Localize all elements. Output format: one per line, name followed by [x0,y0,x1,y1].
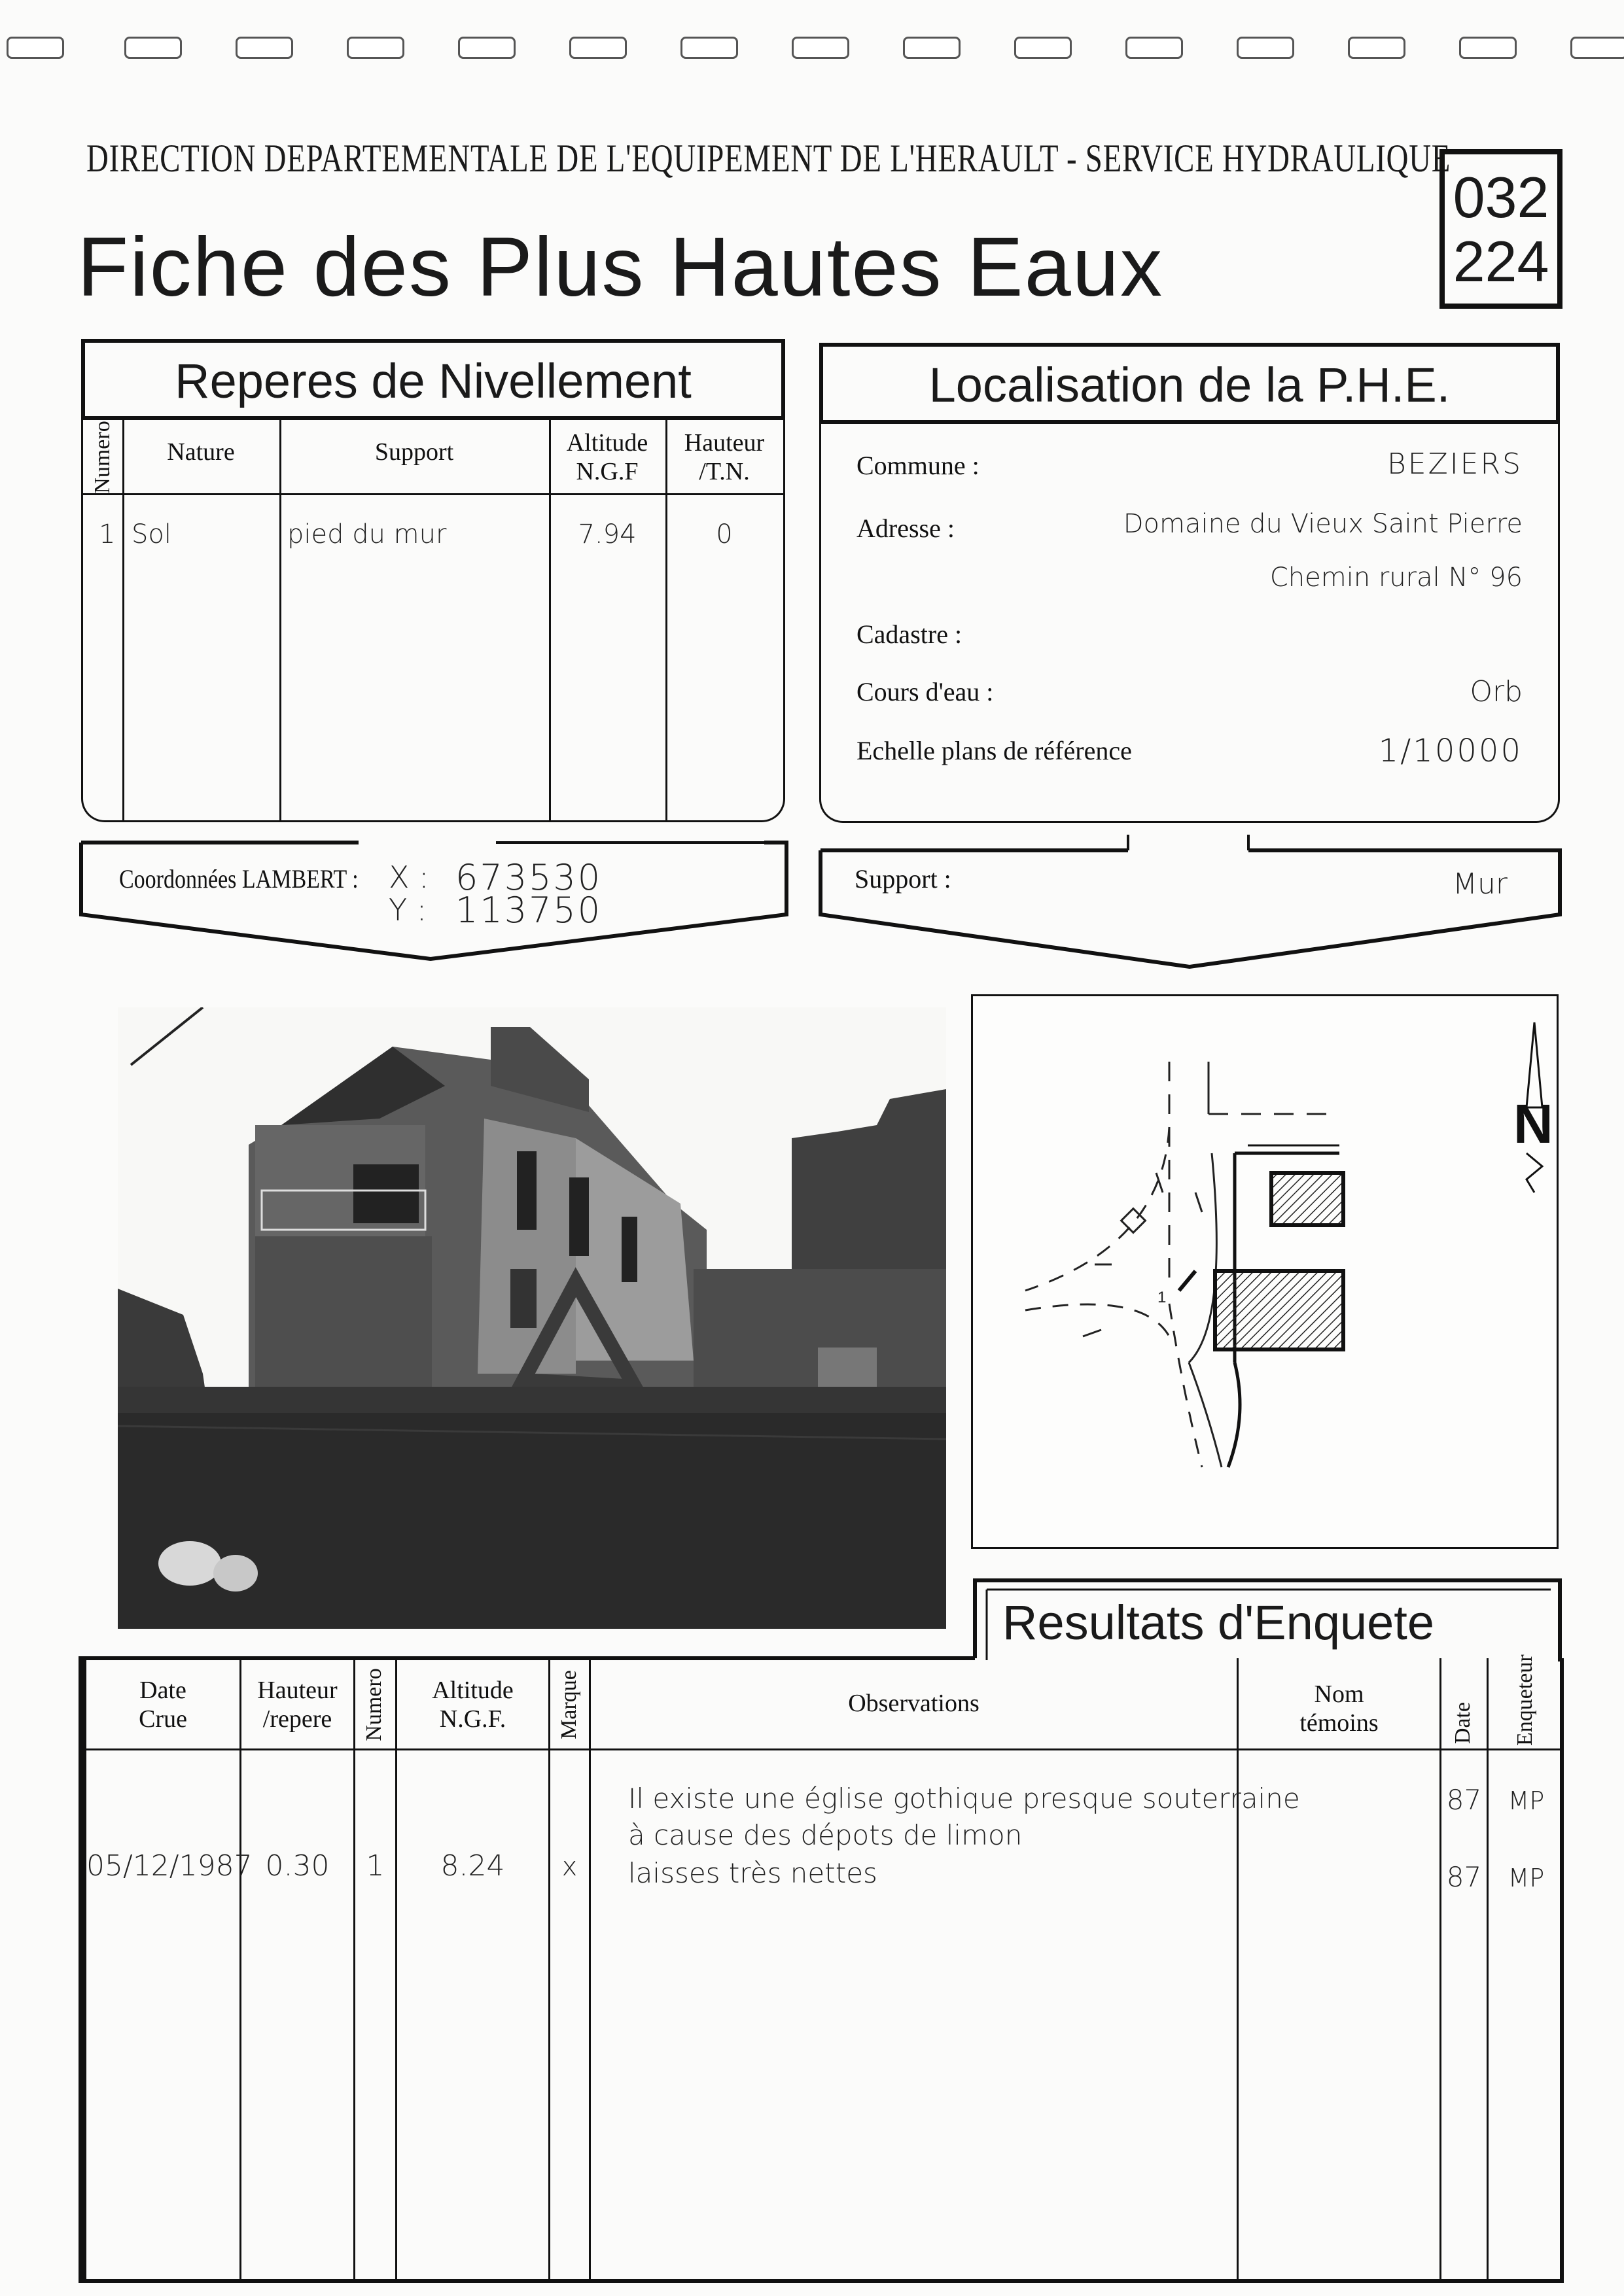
north-label: N [1513,1093,1553,1155]
map-repere-number: 1 [1157,1289,1167,1306]
col-marque: Marque [557,1670,581,1739]
echelle-value: 1/10000 [1378,733,1523,769]
cours-value: Orb [1470,675,1523,708]
cadastre-label: Cadastre : [856,619,962,649]
col-hauteur-repere: Hauteur /repere [257,1677,338,1733]
col-numero: Numero [90,421,115,494]
direction-heading: DIRECTION DEPARTEMENTALE DE L'EQUIPEMENT DE L'HERAULT - SERVICE HYDRAULIQUE [86,137,1451,180]
reperes-title-box [81,339,785,420]
localisation-panel [819,424,1560,823]
location-map [971,994,1559,1549]
res-date-2: 87 [1446,1861,1482,1893]
resultats-table [79,1654,1564,2283]
col-hauteur: Hauteur /T.N. [684,429,765,485]
res-hauteur: 0.30 [265,1849,330,1883]
x-label: X : [389,860,429,895]
res-date-1: 87 [1446,1784,1482,1816]
repere-nature: Sol [132,519,171,549]
support-arrow-box [817,829,1564,975]
y-value: 113750 [455,890,603,931]
reperes-title: Reperes de Nivellement [175,354,692,408]
localisation-title-box [819,343,1560,424]
col-date-enq: Date [1451,1701,1475,1745]
map-drawing [973,996,1557,1547]
repere-support: pied du mur [287,519,447,549]
repere-numero: 1 [99,519,116,549]
res-altitude: 8.24 [440,1849,505,1883]
col-date-crue: Date Crue [139,1677,187,1733]
res-numero: 1 [366,1849,385,1883]
lambert-arrow-box [77,837,790,968]
support-value: Mur [1453,867,1508,901]
y-label: Y : [389,892,427,928]
col-nom-temoins: Nom témoins [1299,1680,1379,1737]
res-date-crue: 05/12/1987 [86,1849,253,1883]
lambert-label: Coordonnées LAMBERT : [119,864,359,894]
repere-hauteur: 0 [716,519,733,549]
res-enq-1: MP [1508,1786,1545,1815]
adresse-line2: Chemin rural N° 96 [1269,563,1523,593]
res-obs-line3: laisses très nettes [628,1857,877,1889]
x-value: 673530 [455,857,603,898]
code-bottom: 224 [1453,229,1549,294]
resultats-title: Resultats d'Enquete [1002,1595,1435,1650]
adresse-line1: Domaine du Vieux Saint Pierre [1123,509,1523,539]
cours-label: Cours d'eau : [856,677,994,706]
echelle-label: Echelle plans de référence [856,736,1132,765]
repere-altitude: 7.94 [578,519,637,549]
col-altitude-res: Altitude N.G.F. [432,1677,514,1733]
res-obs-line1: Il existe une église gothique presque souterraine [628,1783,1300,1815]
col-enqueteur: Enqueteur [1513,1654,1537,1746]
fiche-code-box [1439,149,1562,309]
building-photo [118,1007,946,1629]
localisation-title: Localisation de la P.H.E. [928,358,1451,412]
code-top: 032 [1453,165,1549,230]
adresse-label: Adresse : [856,513,955,543]
commune-value: BEZIERS [1386,447,1523,481]
commune-label: Commune : [856,451,980,480]
col-observations: Observations [848,1690,980,1717]
res-obs-line2: à cause des dépots de limon [628,1819,1023,1851]
page-title: Fiche des Plus Hautes Eaux [77,220,1163,314]
col-numero-res: Numero [362,1668,386,1741]
col-support: Support [374,438,454,466]
reperes-table [81,420,785,822]
col-nature: Nature [167,438,235,466]
res-enq-2: MP [1508,1864,1545,1892]
col-altitude: Altitude N.G.F [566,429,648,485]
support-label: Support : [855,864,951,894]
res-marque: x [561,1852,578,1882]
